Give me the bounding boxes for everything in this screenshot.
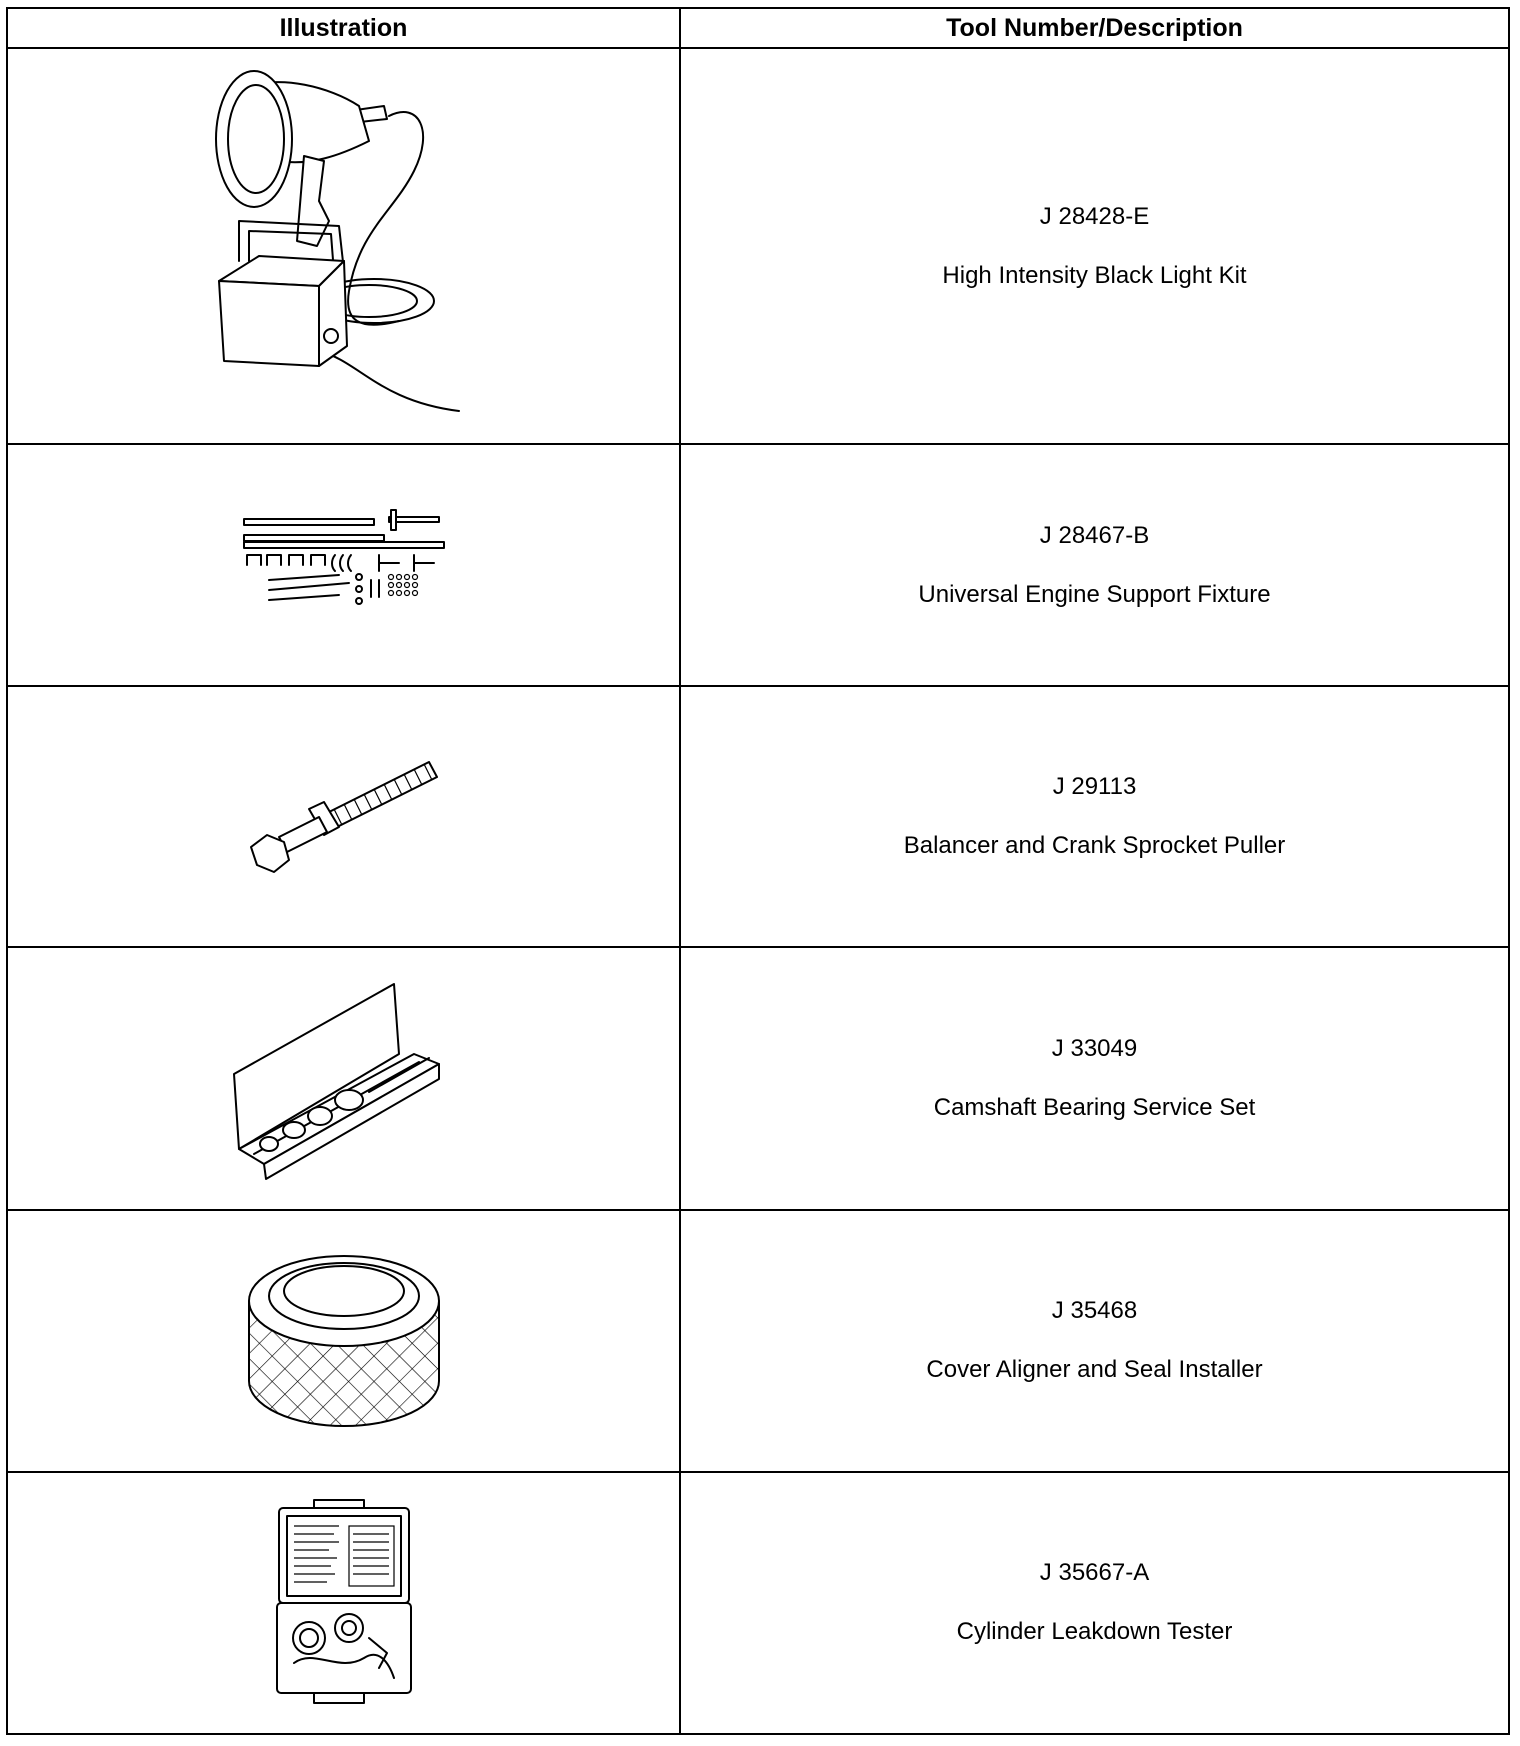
tool-cell bbox=[680, 1472, 1509, 1734]
tool-cell bbox=[680, 48, 1509, 444]
table-row bbox=[7, 48, 1509, 444]
table-row bbox=[7, 947, 1509, 1209]
tool-header: Tool Number/Description bbox=[680, 8, 1509, 48]
tool-description: Universal Engine Support Fixture bbox=[918, 580, 1271, 608]
camshaft-bearing-set-case-icon bbox=[224, 974, 464, 1184]
table-row bbox=[7, 1472, 1509, 1734]
illustration-cell bbox=[7, 1472, 680, 1734]
tool-cell bbox=[680, 686, 1509, 947]
tool-cell bbox=[680, 1210, 1509, 1472]
black-light-kit-icon bbox=[199, 61, 489, 431]
illustration-cell bbox=[7, 444, 680, 686]
tool-number: J 35468 bbox=[1051, 1297, 1138, 1325]
tool-number: J 28467-B bbox=[1039, 521, 1150, 549]
tool-description: Cylinder Leakdown Tester bbox=[956, 1618, 1233, 1646]
tool-number: J 28428-E bbox=[1039, 202, 1150, 230]
illustration-cell bbox=[7, 48, 680, 444]
table-row bbox=[7, 444, 1509, 686]
special-tools-table bbox=[6, 7, 1510, 1735]
tool-description: High Intensity Black Light Kit bbox=[942, 261, 1247, 289]
table-row bbox=[7, 686, 1509, 947]
tool-cell bbox=[680, 947, 1509, 1209]
tool-description: Camshaft Bearing Service Set bbox=[933, 1094, 1256, 1122]
leakdown-tester-case-icon bbox=[269, 1498, 419, 1708]
engine-support-fixture-icon bbox=[239, 505, 449, 625]
illustration-cell bbox=[7, 1210, 680, 1472]
tool-description: Balancer and Crank Sprocket Puller bbox=[903, 832, 1286, 860]
tool-number: J 29113 bbox=[1052, 773, 1137, 801]
illustration-cell bbox=[7, 686, 680, 947]
tool-cell bbox=[680, 444, 1509, 686]
tool-description: Cover Aligner and Seal Installer bbox=[926, 1356, 1263, 1384]
tool-number: J 33049 bbox=[1051, 1035, 1138, 1063]
table-row bbox=[7, 1210, 1509, 1472]
header-row bbox=[7, 8, 1509, 48]
illustration-cell bbox=[7, 947, 680, 1209]
tool-number: J 35667-A bbox=[1039, 1559, 1150, 1587]
sprocket-puller-bolt-icon bbox=[239, 747, 449, 887]
illustration-header: Illustration bbox=[7, 8, 680, 48]
knurled-seal-installer-icon bbox=[234, 1241, 454, 1441]
